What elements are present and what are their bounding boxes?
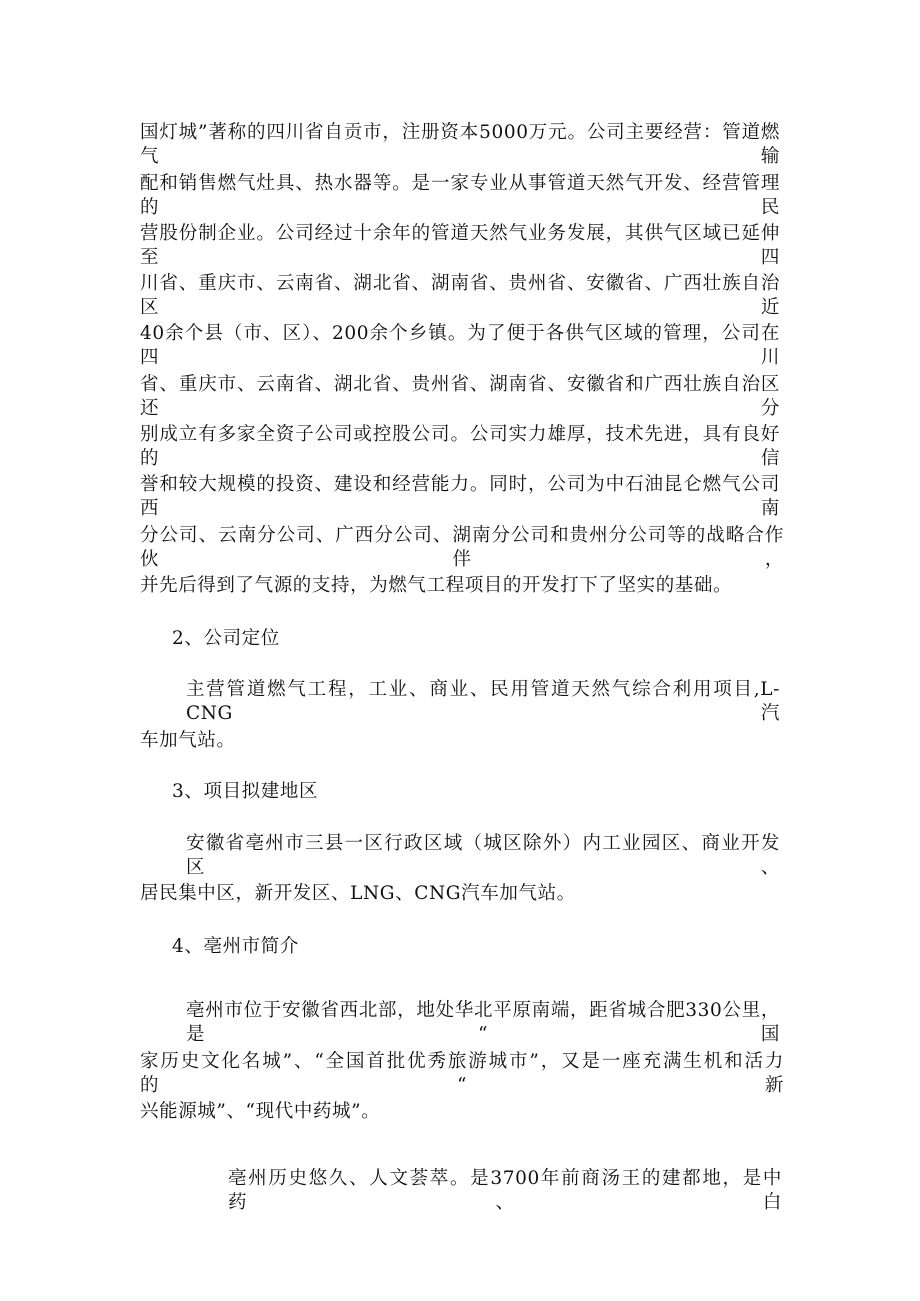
body-text-line: 别成立有多家全资子公司或控股公司。公司实力雄厚，技术先进，具有良好的信 xyxy=(140,424,780,469)
body-text-line: 分公司、云南分公司、广西分公司、湖南分公司和贵州分公司等的战略合作伙伴， xyxy=(140,525,784,570)
body-text-line: 省、重庆市、云南省、湖北省、贵州省、湖南省、安徽省和广西壮族自治区还分 xyxy=(140,374,780,419)
body-text-line: 40余个县（市、区）、200余个乡镇。为了便于各供气区域的管理，公司在四川 xyxy=(140,323,780,368)
section-heading: 2、公司定位 xyxy=(172,628,280,649)
body-text-line: 并先后得到了气源的支持，为燃气工程项目的开发打下了坚实的基础。 xyxy=(140,575,733,596)
body-text-line: 营股份制企业。公司经过十余年的管道天然气业务发展，其供气区域已延伸至四 xyxy=(140,223,780,268)
section-heading: 3、项目拟建地区 xyxy=(172,781,319,802)
body-text-line: 车加气站。 xyxy=(140,730,236,751)
body-text-line: 亳州市位于安徽省西北部，地处华北平原南端，距省城合肥330公里，是“国 xyxy=(186,1000,780,1045)
body-text-line: 安徽省亳州市三县一区行政区域（城区除外）内工业园区、商业开发区、 xyxy=(186,833,780,878)
body-text-line: 川省、重庆市、云南省、湖北省、湖南省、贵州省、安徽省、广西壮族自治区近 xyxy=(140,273,780,318)
body-text-line: 家历史文化名城”、“全国首批优秀旅游城市”，又是一座充满生机和活力的“新 xyxy=(140,1051,784,1096)
body-text-line: 誉和较大规模的投资、建设和经营能力。同时，公司为中石油昆仑燃气公司西南 xyxy=(140,474,780,519)
body-text-line: 居民集中区，新开发区、LNG、CNG汽车加气站。 xyxy=(140,883,576,904)
body-text-line: 配和销售燃气灶具、热水器等。是一家专业从事管道天然气开发、经营管理的民 xyxy=(140,173,780,218)
section-heading: 4、亳州市简介 xyxy=(172,936,299,957)
body-text-line: 亳州历史悠久、人文荟萃。是3700年前商汤王的建都地，是中药、白 xyxy=(228,1168,782,1213)
body-text-line: 主营管道燃气工程，工业、商业、民用管道天然气综合利用项目,L-CNG汽 xyxy=(186,679,780,724)
body-text-line: 国灯城”著称的四川省自贡市，注册资本5000万元。公司主要经营：管道燃气输 xyxy=(140,122,780,167)
body-text-line: 兴能源城”、“现代中药城”。 xyxy=(140,1101,381,1122)
